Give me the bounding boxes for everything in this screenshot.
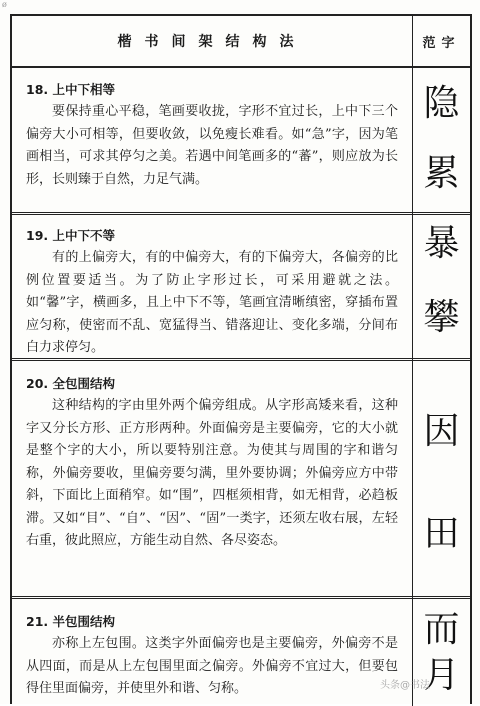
section-body: 有的上偏旁大，有的中偏旁大，有的下偏旁大，各偏旁的比例位置要适当。为了防止字形过长，可采用避就之法。如“馨”字，横画多，且上中下不等，笔画宜清晰缜密，穿插布置应匀称，使密而不乱、宽猛得当、错落迎让、变化多端，分间布白力求停匀。 bbox=[26, 250, 398, 355]
corner-mark: ø bbox=[2, 0, 7, 9]
section-separator bbox=[12, 358, 470, 361]
sample-glyph: 而 bbox=[423, 609, 460, 650]
section-title: 20. 全包围结构 bbox=[26, 376, 115, 391]
sample-glyph: 隐 bbox=[423, 83, 460, 124]
section-20 bbox=[12, 364, 412, 596]
section-title: 21. 半包围结构 bbox=[26, 614, 115, 629]
section-21 bbox=[12, 602, 412, 706]
header-title: 楷书间架结构法 bbox=[117, 34, 307, 50]
header-sample-label: 范字 bbox=[422, 35, 461, 51]
section-body: 亦称上左包围。这类字外面偏旁也是主要偏旁，外偏旁不是从四面，而是从上左包围里面之偏旁。外偏旁不宜过大，但要包得住里面偏旁，并使里外和谐、匀称。 bbox=[26, 636, 398, 696]
table-header bbox=[12, 16, 470, 68]
section-18 bbox=[12, 70, 412, 214]
sample-glyph: 田 bbox=[423, 513, 460, 554]
section-body: 要保持重心平稳，笔画要收拢，字形不宜过长，上中下三个偏旁大小可相等，但要收敛，以免瘦长难看。如“急”字，因为笔画相当，可求其停匀之美。若遇中间笔画多的“蕃”，则应放为长形，长则臻于自然，力足气满。 bbox=[26, 104, 398, 187]
sample-glyph: 攀 bbox=[423, 297, 460, 338]
sample-glyph: 累 bbox=[423, 153, 460, 194]
calligraphy-table bbox=[10, 14, 472, 704]
watermark: 头条@书法 bbox=[380, 680, 430, 691]
section-title: 18. 上中下相等 bbox=[26, 82, 115, 97]
sample-glyph: 因 bbox=[423, 411, 460, 452]
sample-glyph: 暴 bbox=[423, 223, 460, 264]
section-separator bbox=[12, 596, 470, 599]
sample-glyph: 月 bbox=[423, 655, 460, 696]
section-body: 这种结构的字由里外两个偏旁组成。从字形高矮来看，这种字又分长方形、正方形两种。外面偏旁是主要偏旁，它的大小就是整个字的大小，所以要特别注意。为使其与周围的字和谐匀称，外偏旁要收，里偏旁要匀满，里外要协调；外偏旁应方中带斜，下面比上面稍窄。如“围”，四框须相背，如无相背，必趋板滞。又如“目”、“自”、“因”、“固”一类字，还须左收右展，左轻右重，彼此照应，方能生动自然、各尽姿态。 bbox=[26, 398, 398, 548]
section-separator bbox=[12, 212, 470, 215]
section-title: 19. 上中下不等 bbox=[26, 228, 115, 243]
section-19 bbox=[12, 216, 412, 366]
